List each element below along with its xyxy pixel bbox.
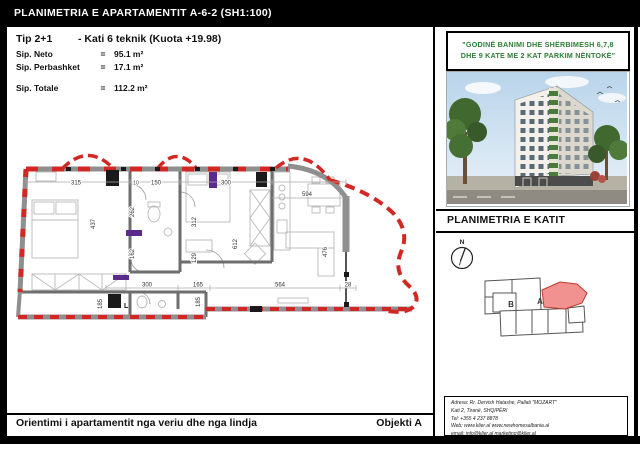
section-title: PLANIMETRIA E KATIT <box>447 214 566 226</box>
address-line2: Kati 2, Tiranë, SHQIPËRI <box>451 407 508 414</box>
sheet-title: PLANIMETRIA E APARTAMENTIT A-6-2 (SH1:100) <box>14 7 272 19</box>
svg-text:150: 150 <box>150 180 162 187</box>
svg-text:165: 165 <box>192 282 204 289</box>
svg-text:10: 10 <box>133 180 139 187</box>
project-note-line2: DHE 9 KATE ME 2 KAT PARKIM NËNTOKË" <box>460 51 616 60</box>
section-rule-bottom <box>436 231 634 233</box>
area-row-totale: Sip. Totale = 112.2 m² <box>16 83 148 93</box>
area-row-perbashket: Sip. Perbashket = 17.1 m² <box>16 62 144 72</box>
object-label: Objekti A <box>376 417 422 429</box>
apartment-type: Tip 2+1 <box>16 33 53 45</box>
svg-text:300: 300 <box>141 282 153 289</box>
svg-text:612: 612 <box>233 238 239 250</box>
compass-north-label: N <box>459 239 465 246</box>
svg-text:185: 185 <box>98 298 104 310</box>
building-illustration <box>447 72 627 204</box>
frame-left <box>0 27 7 444</box>
address-line4: Web: www.klier.al www.newhomesalbania.al <box>451 423 550 430</box>
project-note-box <box>446 31 630 71</box>
column-divider <box>433 27 435 436</box>
frame-right <box>634 27 638 444</box>
floor-plan-drawing <box>10 132 432 342</box>
svg-text:476: 476 <box>323 246 329 258</box>
orientation-note: Orientimi i apartamentit nga veriu dhe nga lindja <box>16 417 257 429</box>
svg-text:437: 437 <box>91 218 97 230</box>
svg-text:185: 185 <box>196 296 202 308</box>
shaft-label: L <box>124 303 129 310</box>
address-line1: Adresa: Rr. Dervish Hatashe, Pallati "MOZART" <box>451 400 557 406</box>
keyplan-highlight-apartment <box>542 282 587 309</box>
furniture-outlines <box>32 172 340 308</box>
svg-text:262: 262 <box>130 206 136 218</box>
area-row-neto: Sip. Neto = 95.1 m² <box>16 49 144 59</box>
footer-divider <box>7 413 433 415</box>
address-line5: email: info@klier.al marketing@klier.al <box>451 431 536 437</box>
svg-text:300: 300 <box>220 180 232 187</box>
svg-text:315: 315 <box>70 180 82 187</box>
svg-text:162: 162 <box>130 248 136 260</box>
section-rule-top <box>436 209 634 211</box>
keyplan-label-a: A <box>537 297 543 306</box>
building-render <box>446 71 630 207</box>
address-block <box>444 396 628 436</box>
key-plan <box>464 266 616 384</box>
floor-label: - Kati 6 teknik (Kuota +19.98) <box>78 33 222 45</box>
svg-text:129: 129 <box>192 252 198 264</box>
svg-text:312: 312 <box>192 216 198 228</box>
svg-text:28: 28 <box>344 282 352 289</box>
address-line3: Tel: +355 4 237 8878 <box>451 415 498 422</box>
keyplan-label-b: B <box>508 300 514 309</box>
apartment-info <box>16 33 316 93</box>
svg-text:564: 564 <box>274 282 286 289</box>
project-note-line1: "GODINË BANIMI DHE SHËRBIMESH 6,7,8 <box>462 40 614 50</box>
svg-text:594: 594 <box>301 192 313 198</box>
